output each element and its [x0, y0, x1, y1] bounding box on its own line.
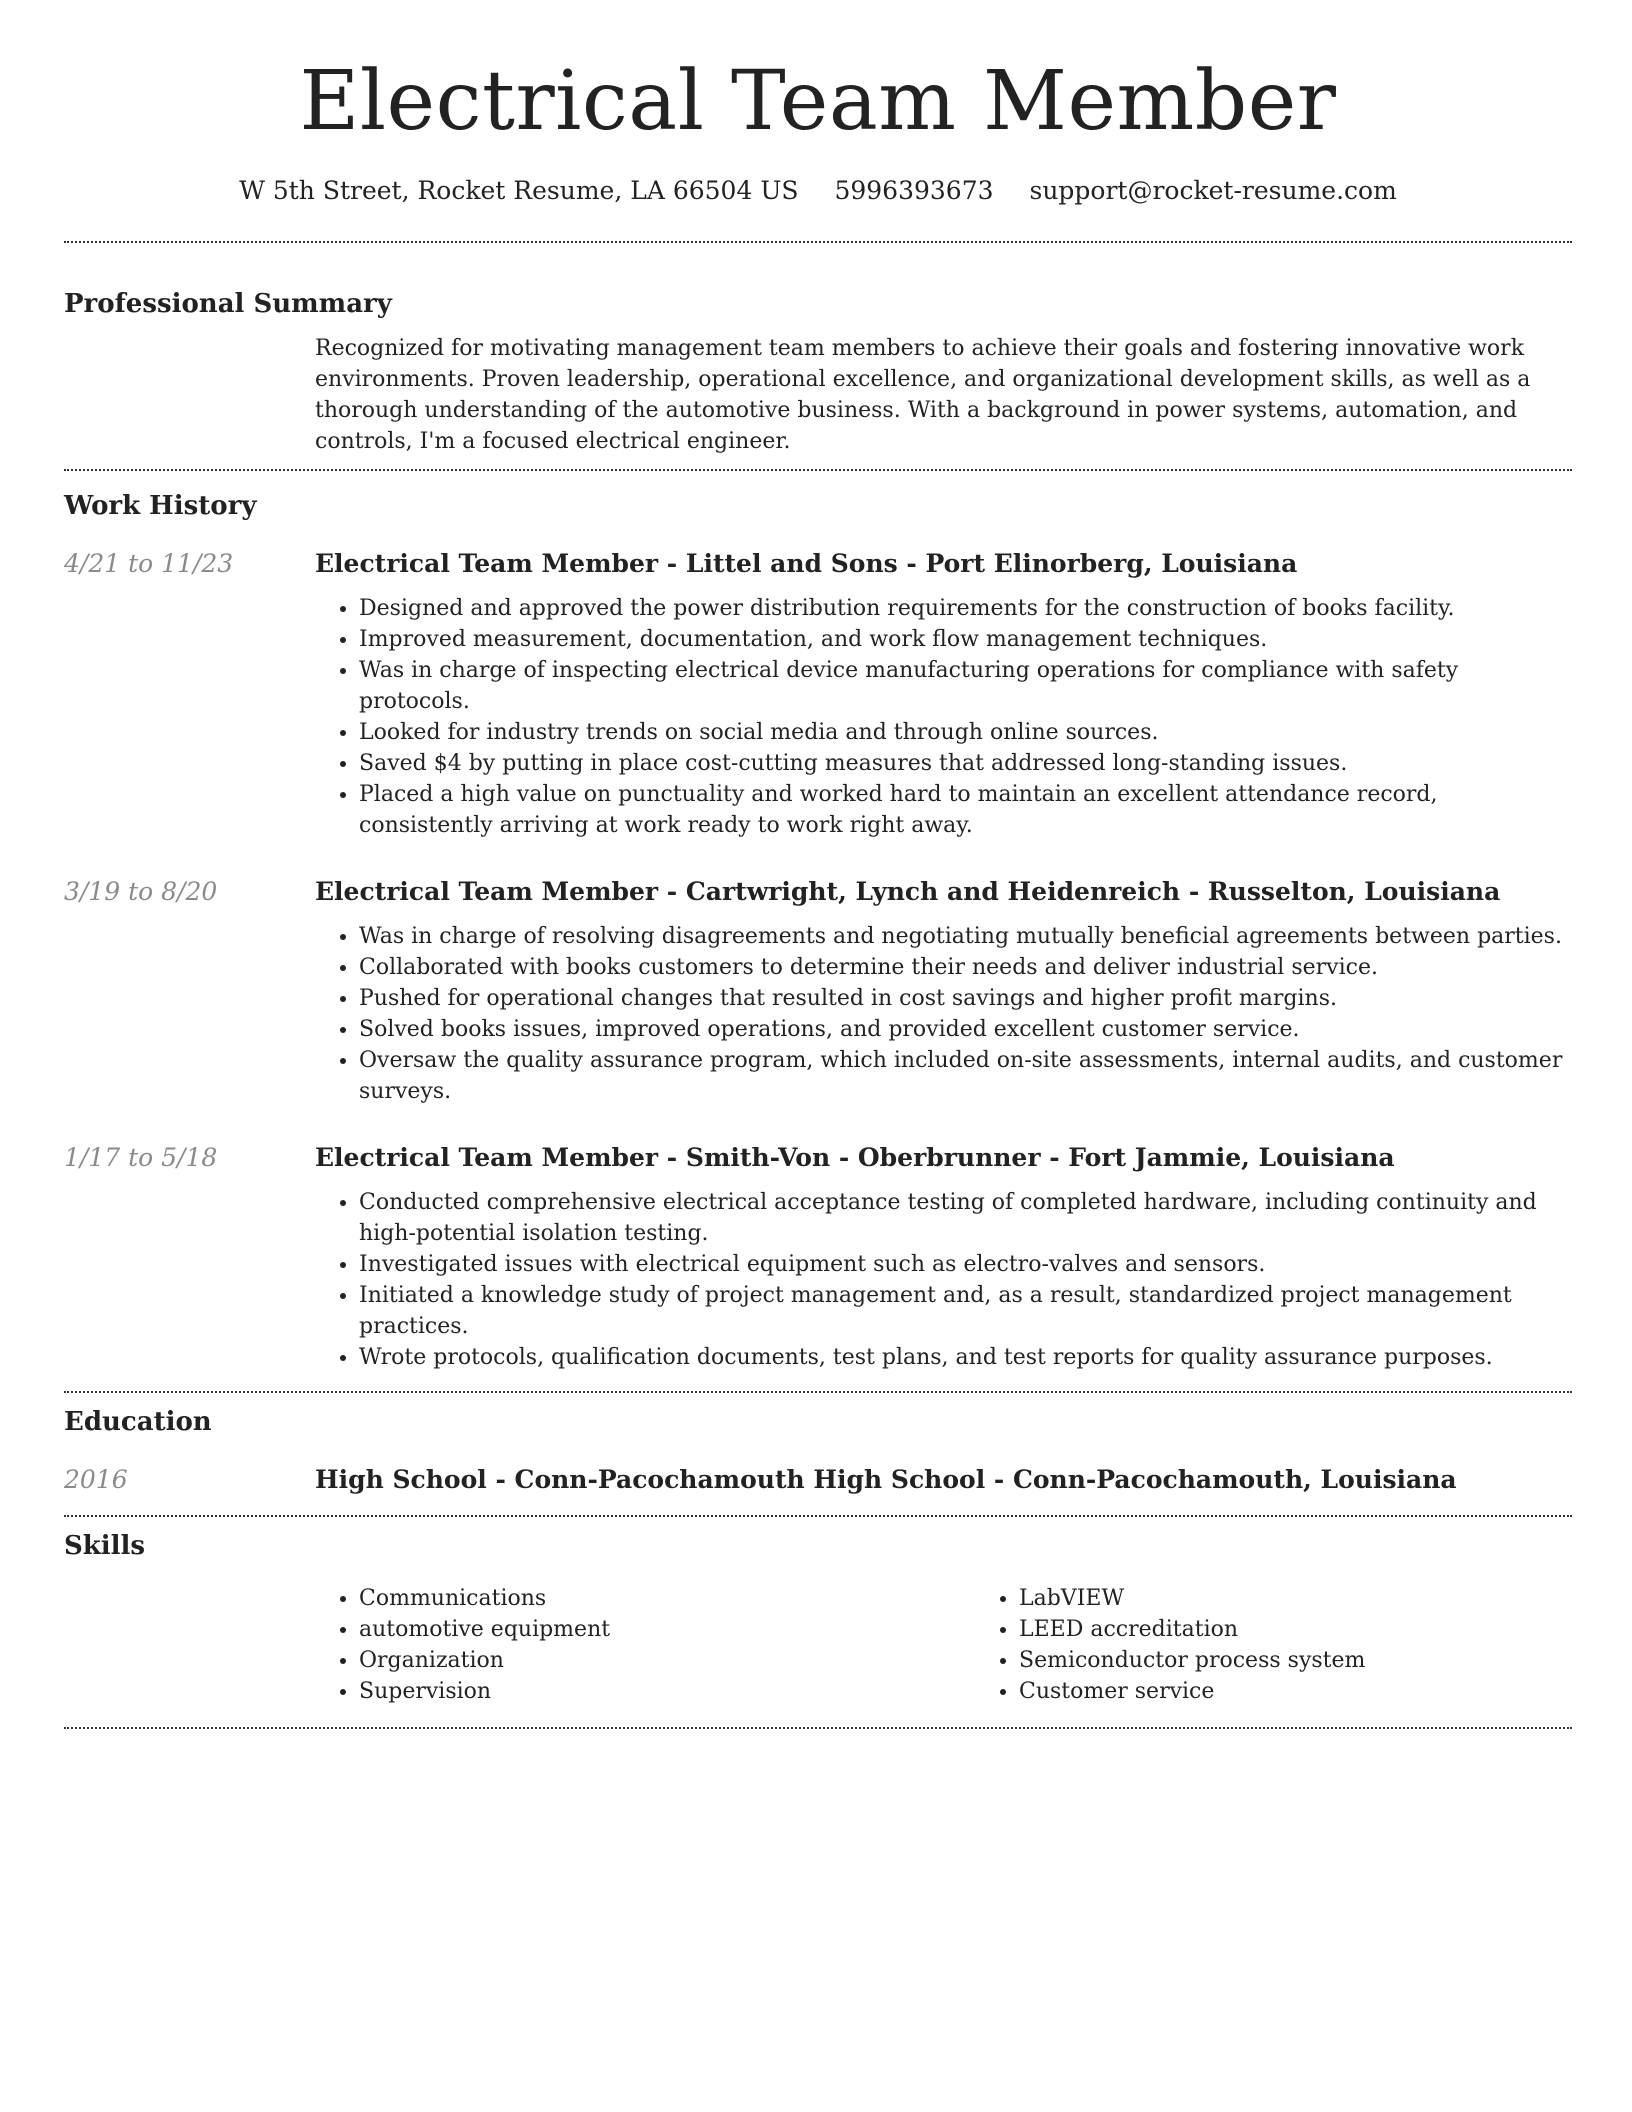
skills-grid — [315, 1583, 1632, 1707]
education-section — [64, 1405, 1572, 1497]
contact-email: support@rocket-resume.com — [1029, 176, 1397, 205]
job-dates: 3/19 to 8/20 — [64, 877, 218, 906]
education-heading: High School - Conn-Pacochamouth High School - Conn-Pacochamouth, Louisiana — [315, 1465, 1457, 1494]
job-dates: 1/17 to 5/18 — [64, 1143, 218, 1172]
contact-address: W 5th Street, Rocket Resume, LA 66504 US — [239, 176, 799, 205]
job-entry — [64, 547, 1572, 841]
job-bullet: • Initiated a knowledge study of project management and, as a result, standardized project management practices. — [359, 1280, 1572, 1342]
skill-item: • Organization — [359, 1645, 975, 1676]
job-entry — [64, 1141, 1572, 1373]
job-bullet: • Designed and approved the power distribution requirements for the construction of books facility. — [359, 593, 1572, 624]
job-dates: 4/21 to 11/23 — [64, 549, 234, 578]
job-bullet: • Improved measurement, documentation, and work flow management techniques. — [359, 624, 1572, 655]
divider — [64, 1515, 1572, 1517]
skill-item: • automotive equipment — [359, 1614, 975, 1645]
job-bullet: • Conducted comprehensive electrical acceptance testing of completed hardware, including continuity and high-potential isolation testing. — [359, 1187, 1572, 1249]
job-bullets — [315, 1187, 1572, 1373]
divider — [64, 241, 1572, 243]
skill-item: • Customer service — [1019, 1676, 1632, 1707]
skill-item: • Semiconductor process system — [1019, 1645, 1632, 1676]
skills-list-right — [975, 1583, 1632, 1707]
skill-item: • LabVIEW — [1019, 1583, 1632, 1614]
summary-title: Professional Summary — [64, 289, 392, 319]
job-bullet: • Investigated issues with electrical equipment such as electro-valves and sensors. — [359, 1249, 1572, 1280]
job-bullets — [315, 593, 1572, 841]
divider — [64, 469, 1572, 471]
contact-line — [64, 174, 1572, 208]
job-bullets — [315, 921, 1572, 1107]
job-bullet: • Solved books issues, improved operations, and provided excellent customer service. — [359, 1014, 1572, 1045]
job-bullet: • Collaborated with books customers to determine their needs and deliver industrial service. — [359, 952, 1572, 983]
job-heading: Electrical Team Member - Littel and Sons - Port Elinorberg, Louisiana — [315, 549, 1298, 578]
job-bullet: • Was in charge of inspecting electrical device manufacturing operations for compliance with safety protocols. — [359, 655, 1572, 717]
education-title: Education — [64, 1407, 212, 1437]
resume-name: Electrical Team Member — [299, 54, 1337, 149]
resume-page — [64, 0, 1572, 1729]
job-bullet: • Pushed for operational changes that resulted in cost savings and higher profit margins. — [359, 983, 1572, 1014]
summary-section — [64, 287, 1572, 457]
skill-item: • Communications — [359, 1583, 975, 1614]
work-history-section — [64, 489, 1572, 1373]
contact-phone: 5996393673 — [834, 176, 994, 205]
skills-section — [64, 1529, 1572, 1707]
job-heading: Electrical Team Member - Smith-Von - Oberbrunner - Fort Jammie, Louisiana — [315, 1143, 1395, 1172]
divider — [64, 1727, 1572, 1729]
job-bullet: • Was in charge of resolving disagreements and negotiating mutually beneficial agreements between parties. — [359, 921, 1572, 952]
skill-item: • LEED accreditation — [1019, 1614, 1632, 1645]
job-heading: Electrical Team Member - Cartwright, Lynch and Heidenreich - Russelton, Louisiana — [315, 877, 1501, 906]
job-bullet: • Wrote protocols, qualification documents, test plans, and test reports for quality assurance purposes. — [359, 1342, 1572, 1373]
job-bullet: • Oversaw the quality assurance program, which included on-site assessments, internal audits, and customer surveys. — [359, 1045, 1572, 1107]
job-entry — [64, 875, 1572, 1107]
skills-title: Skills — [64, 1531, 146, 1561]
divider — [64, 1391, 1572, 1393]
skill-item: • Supervision — [359, 1676, 975, 1707]
education-entry — [64, 1463, 1572, 1497]
job-bullet: • Looked for industry trends on social media and through online sources. — [359, 717, 1572, 748]
summary-text: Recognized for motivating management team members to achieve their goals and fostering innovative work environments. Proven leadership, operational excellence, and organizational development skills, as well as a thorough understanding of the automotive business. With a background in power systems, automation, and controls, I'm a focused electrical engineer. — [315, 336, 1531, 454]
job-bullet: • Saved $4 by putting in place cost-cutting measures that addressed long-standing issues. — [359, 748, 1572, 779]
skills-list-left — [315, 1583, 975, 1707]
job-bullet: • Placed a high value on punctuality and worked hard to maintain an excellent attendance record, consistently arriving at work ready to work right away. — [359, 779, 1572, 841]
work-history-title: Work History — [64, 491, 257, 521]
education-year: 2016 — [64, 1465, 128, 1494]
